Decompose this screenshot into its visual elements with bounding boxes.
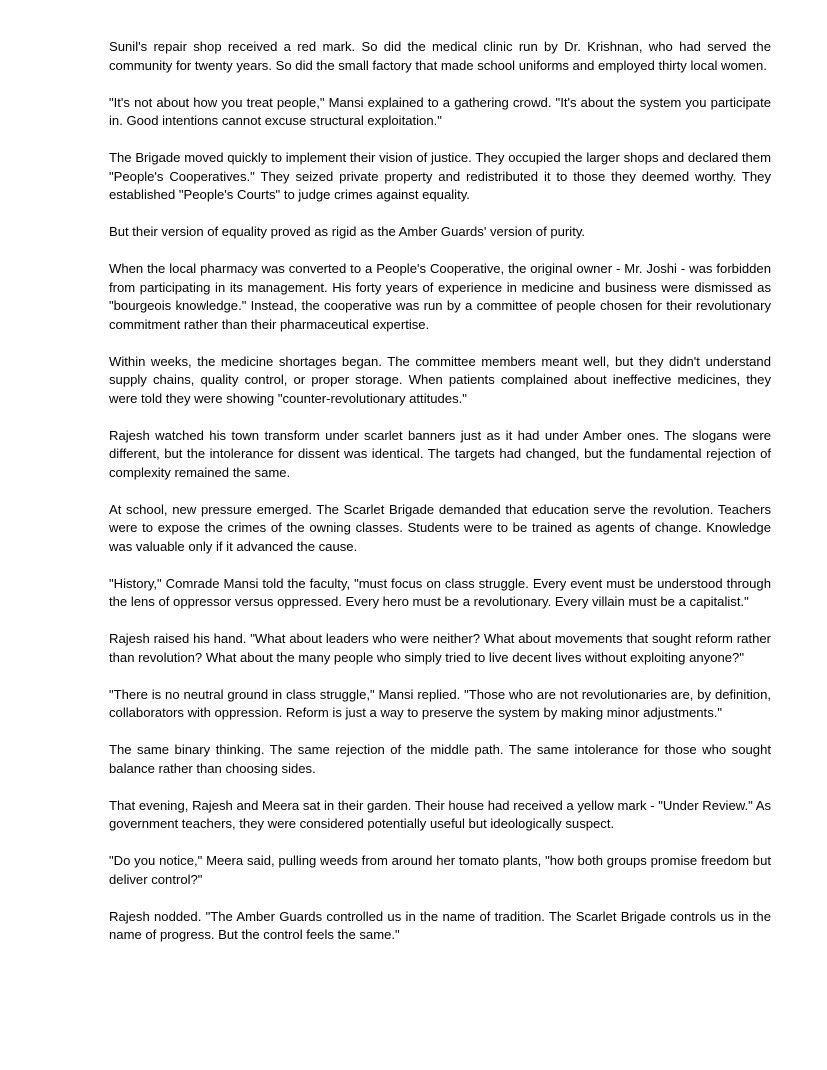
paragraph-11: "There is no neutral ground in class struggle," Mansi replied. "Those who are not revolutionaries are, by definition, collaborators with oppression. Reform is just a way to preserve the system by making minor adjustments." <box>109 686 771 720</box>
paragraph-4: But their version of equality proved as rigid as the Amber Guards' version of purity. <box>109 224 586 239</box>
paragraph-3: The Brigade moved quickly to implement their vision of justice. They occupied the larger shops and declared them "People's Cooperatives." They seized private property and redistributed it to those they deemed worthy. They established "People's Courts" to judge crimes against equality. <box>109 150 771 202</box>
paragraph-6: Within weeks, the medicine shortages began. The committee members meant well, but they didn't understand supply chains, quality control, or proper storage. When patients complained about ineffective medicines, they were told they were showing "counter-revolutionary attitudes." <box>109 353 771 406</box>
paragraph-5: When the local pharmacy was converted to a People's Cooperative, the original owner - Mr. Joshi - was forbidden from participating in its management. His forty years of experience in medicine and business were dismissed as "bourgeois knowledge." Instead, the cooperative was run by a committee of people chosen for their revolutionary commitment rather than their pharmaceutical expertise. <box>109 261 771 332</box>
paragraph-7: Rajesh watched his town transform under scarlet banners just as it had under Amber ones. The slogans were different, but the intolerance for dissent was identical. The targets had changed, but the fundamental rejection of complexity remained the same. <box>109 427 771 480</box>
paragraph-15: Rajesh nodded. "The Amber Guards controlled us in the name of tradition. The Scarlet Brigade controls us in the name of progress. But the control feels the same." <box>109 908 771 942</box>
paragraph-1: Sunil's repair shop received a red mark. So did the medical clinic run by Dr. Krishnan, who had served the community for twenty years. So did the small factory that made school uniforms and employed thirty local women. <box>109 39 771 73</box>
paragraph-14: "Do you notice," Meera said, pulling weeds from around her tomato plants, "how both groups promise freedom but deliver control?" <box>109 853 771 887</box>
paragraph-2: "It's not about how you treat people," Mansi explained to a gathering crowd. "It's about the system you participate in. Good intentions cannot excuse structural exploitation." <box>109 94 771 128</box>
paragraph-12: The same binary thinking. The same rejection of the middle path. The same intolerance for those who sought balance rather than choosing sides. <box>109 742 771 776</box>
paragraph-10: Rajesh raised his hand. "What about leaders who were neither? What about movements that sought reform rather than revolution? What about the many people who simply tried to live decent lives without exploiting anyone?" <box>109 631 771 665</box>
paragraph-8: At school, new pressure emerged. The Scarlet Brigade demanded that education serve the revolution. Teachers were to expose the crimes of the owning classes. Students were to be trained as agents of change. Knowledge was valuable only if it advanced the cause. <box>109 501 771 554</box>
document-page <box>109 38 771 963</box>
paragraph-13: That evening, Rajesh and Meera sat in their garden. Their house had received a yellow mark - "Under Review." As government teachers, they were considered potentially useful but ideologically suspect. <box>109 797 771 831</box>
paragraph-9: "History," Comrade Mansi told the faculty, "must focus on class struggle. Every event must be understood through the lens of oppressor versus oppressed. Every hero must be a revolutionary. Every villain must be a capitalist." <box>109 575 771 609</box>
